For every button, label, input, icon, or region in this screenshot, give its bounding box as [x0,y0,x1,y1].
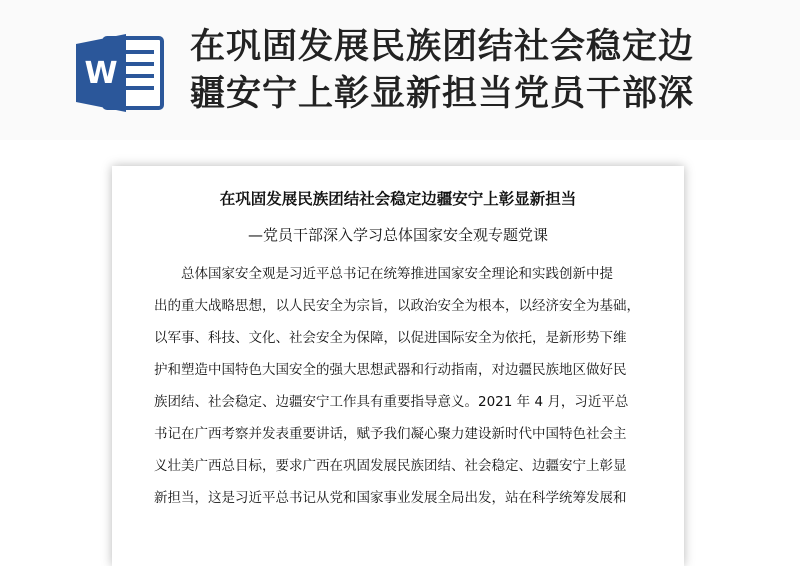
header-banner [0,0,800,140]
document-page [112,166,684,566]
banner-title-line: 在巩固发展民族团结社会稳定边 [190,27,695,67]
document-subtitle: —党员干部深入学习总体国家安全观专题党课 [247,226,548,244]
body-line: 护和塑造中国特色大国安全的强大思想武器和行动指南，对边疆民族地区做好民 [154,362,627,378]
body-line: 出的重大战略思想，以人民安全为宗旨，以政治安全为根本，以经济安全为基础， [154,298,640,314]
word-logo-letter: W [84,56,118,91]
body-line: 书记在广西考察并发表重要讲话，赋予我们凝心聚力建设新时代中国特色社会主 [154,426,627,442]
word-icon [76,32,166,114]
document-title: 在巩固发展民族团结社会稳定边疆安宁上彰显新担当 [219,190,577,208]
document-body [154,258,644,514]
body-line: 义壮美广西总目标，要求广西在巩固发展民族团结、社会稳定、边疆安宁上彰显 [154,458,627,474]
banner-title [190,24,790,118]
body-line: 总体国家安全观是习近平总书记在统筹推进国家安全理论和实践创新中提 [181,266,613,282]
body-line: 族团结、社会稳定、边疆安宁工作具有重要指导意义。2021 年 4 月，习近平总 [154,394,629,410]
body-line: 以军事、科技、文化、社会安全为保障，以促进国际安全为依托，是新形势下维 [154,330,627,346]
banner-title-line: 疆安宁上彰显新担当党员干部深 [190,74,695,114]
body-line: 新担当，这是习近平总书记从党和国家事业发展全局出发，站在科学统筹发展和 [154,490,627,506]
